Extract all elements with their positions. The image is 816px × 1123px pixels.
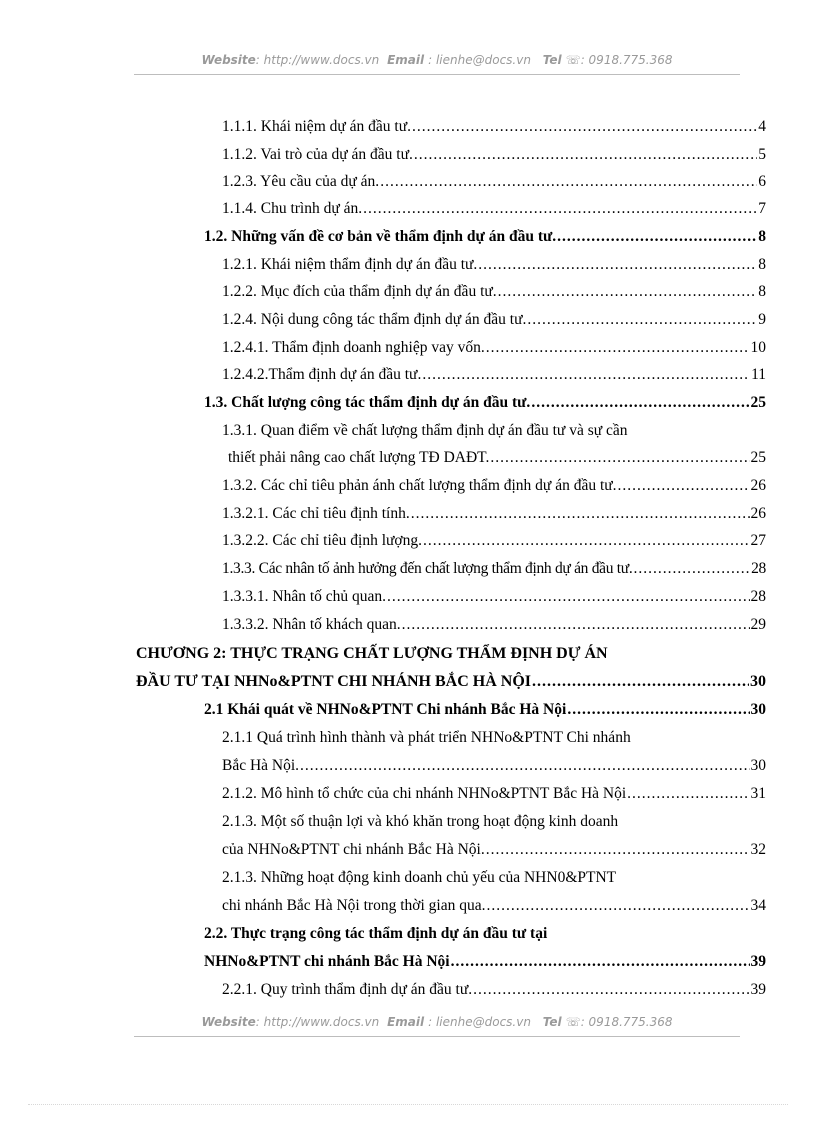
dot-leader — [567, 701, 749, 719]
dot-leader — [414, 146, 757, 164]
toc-entry[interactable] — [222, 283, 766, 301]
dot-leader — [557, 228, 757, 246]
toc-entry-title[interactable]: 2.1.1 Quá trình hình thành và phát triển NHNo&PTNT Chi nhánh — [222, 729, 631, 746]
toc-entry-page: 30 — [750, 673, 766, 690]
toc-entry-title: 1.3.2.2. Các chỉ tiêu định lượng. — [222, 532, 422, 549]
toc-entry[interactable] — [222, 532, 766, 550]
toc-entry-page: 25 — [750, 394, 766, 411]
footer-rule — [134, 1036, 740, 1037]
toc-entry-page: 5 — [758, 146, 766, 163]
dot-leader — [486, 841, 750, 859]
phone-icon: ☏ — [565, 1015, 581, 1029]
toc-entry-page: 10 — [750, 339, 766, 356]
toc-entry[interactable] — [222, 200, 766, 218]
toc-entry-page: 30 — [750, 757, 766, 774]
toc-entry-page: 26 — [750, 477, 766, 494]
toc-entry-page: 31 — [750, 785, 766, 802]
dot-leader — [380, 173, 757, 191]
toc-entry-title: thiết phải nâng cao chất lượng TĐ DAĐT. — [228, 449, 490, 466]
email-value[interactable]: : lienhe@docs.vn — [428, 1015, 531, 1029]
dot-leader — [402, 616, 750, 634]
toc-entry-title: 1.2.4.1. Thẩm định doanh nghiệp vay vốn. — [222, 339, 485, 356]
dot-leader — [618, 477, 750, 495]
toc-entry-title: 1.2.3. Yêu cầu của dự án. — [222, 173, 380, 190]
toc-entry[interactable] — [222, 118, 766, 136]
toc-entry-title: 1.2.4.2.Thẩm định dự án đầu tư. — [222, 366, 422, 383]
toc-entry[interactable] — [222, 505, 766, 523]
toc-entry-title: 1.3. Chất lượng công tác thẩm định dự án đầu tư. — [204, 394, 531, 411]
dot-leader — [387, 588, 749, 606]
toc-entry-page: 32 — [750, 841, 766, 858]
toc-entry[interactable] — [222, 616, 766, 634]
tel-value: : 0918.775.368 — [580, 53, 673, 67]
toc-entry-page: 28 — [750, 588, 766, 605]
dot-leader — [627, 785, 749, 803]
toc-entry-page: 8 — [758, 283, 766, 300]
toc-entry-title: 1.3.3.2. Nhân tố khách quan. — [222, 616, 401, 633]
toc-entry-title: 2.2.1. Quy trình thẩm định dự án đầu tư. — [222, 981, 473, 998]
toc-section-title[interactable]: 2.2. Thực trạng công tác thẩm định dự án đầu tư tại — [204, 925, 548, 942]
toc-entry-title: NHNo&PTNT chi nhánh Bắc Hà Nội — [204, 953, 450, 970]
toc-entry-page: 7 — [758, 200, 766, 217]
dot-leader — [422, 366, 750, 384]
toc-entry-title: 1.3.3.1. Nhân tố chủ quan. — [222, 588, 387, 605]
toc-entry[interactable] — [222, 588, 766, 606]
toc-entry-title: 1.2.2. Mục đích của thẩm định dự án đầu tư. — [222, 283, 497, 300]
toc-entry-page: 34 — [750, 897, 766, 914]
toc-entry-page: 11 — [751, 366, 766, 383]
email-label: Email — [387, 53, 425, 67]
toc-entry-title: 1.3.2. Các chỉ tiêu phản ánh chất lượng thẩm định dự án đầu tư. — [222, 477, 617, 494]
toc-entry[interactable] — [222, 146, 766, 164]
toc-entry-title: 1.2.4. Nội dung công tác thẩm định dự án đầu tư. — [222, 311, 527, 328]
dot-leader — [527, 311, 757, 329]
toc-entry[interactable] — [222, 841, 766, 859]
toc-entry[interactable] — [222, 477, 766, 495]
header-rule — [134, 74, 740, 75]
website-url[interactable]: : http://www.docs.vn — [255, 1015, 380, 1029]
dot-leader — [363, 200, 757, 218]
toc-entry-title: 1.1.1. Khái niệm dự án đầu tư. — [222, 118, 411, 135]
dot-leader — [423, 532, 750, 550]
dot-leader — [633, 560, 750, 578]
website-url[interactable]: : http://www.docs.vn — [255, 53, 380, 67]
toc-entry[interactable] — [222, 173, 766, 191]
toc-entry-title: 1.1.2. Vai trò của dự án đầu tư. — [222, 146, 413, 163]
toc-section[interactable] — [204, 701, 766, 719]
dot-leader — [531, 394, 749, 412]
toc-entry-title: của NHNo&PTNT chi nhánh Bắc Hà Nội. — [222, 841, 485, 858]
toc-section[interactable] — [204, 228, 766, 246]
dot-leader — [486, 897, 749, 915]
dot-leader — [486, 339, 750, 357]
tel-value: : 0918.775.368 — [580, 1015, 673, 1029]
toc-entry[interactable] — [222, 560, 766, 578]
toc-entry[interactable] — [222, 339, 766, 357]
dot-leader — [532, 673, 749, 691]
dot-leader — [300, 757, 749, 775]
dot-leader — [412, 118, 757, 136]
toc-chapter[interactable] — [136, 673, 766, 691]
toc-entry-page: 28 — [751, 560, 766, 577]
toc-entry[interactable] — [228, 449, 766, 467]
toc-entry[interactable] — [222, 785, 766, 803]
toc-entry-title: Bắc Hà Nội. — [222, 757, 300, 774]
toc-entry-title: 1.1.4. Chu trình dự án. — [222, 200, 363, 217]
toc-entry[interactable] — [222, 311, 766, 329]
website-label: Website — [201, 1015, 256, 1029]
tel-label: Tel — [542, 1015, 562, 1029]
chapter-title[interactable]: CHƯƠNG 2: THỰC TRẠNG CHẤT LƯỢNG THẨM ĐỊNH DỰ ÁN — [136, 645, 608, 662]
page-footer — [134, 1015, 740, 1029]
toc-entry-title: 1.3.3. Các nhân tố ảnh hưởng đến chất lượng thẩm định dự án đầu tư. — [222, 560, 633, 577]
toc-entry-page: 8 — [758, 228, 766, 245]
page-bottom-border — [28, 1104, 788, 1105]
toc-entry-page: 27 — [750, 532, 766, 549]
toc-section[interactable] — [204, 953, 766, 971]
toc-entry-title: 1.2.1. Khái niệm thẩm định dự án đầu tư. — [222, 256, 478, 273]
dot-leader — [411, 505, 750, 523]
dot-leader — [478, 256, 757, 274]
toc-entry-page: 30 — [750, 701, 766, 718]
toc-entry-title[interactable]: 1.3.1. Quan điểm về chất lượng thẩm định dự án đầu tư và sự cần — [222, 422, 628, 439]
phone-icon: ☏ — [565, 53, 581, 67]
toc-section[interactable] — [204, 394, 766, 412]
dot-leader — [451, 953, 750, 971]
toc-entry[interactable] — [222, 897, 766, 915]
dot-leader — [473, 981, 749, 999]
toc-entry-title: 2.1.2. Mô hình tổ chức của chi nhánh NHNo&PTNT Bắc Hà Nội — [222, 785, 627, 802]
dot-leader — [498, 283, 758, 301]
toc-entry-page: 39 — [750, 953, 766, 970]
email-value[interactable]: : lienhe@docs.vn — [428, 53, 531, 67]
toc-entry-page: 9 — [758, 311, 766, 328]
toc-entry-page: 26 — [750, 505, 766, 522]
toc-entry-page: 39 — [750, 981, 766, 998]
toc-entry-title[interactable]: 2.1.3. Một số thuận lợi và khó khăn trong hoạt động kinh doanh — [222, 813, 619, 830]
page-header — [134, 53, 740, 67]
toc-entry-title[interactable]: 2.1.3. Những hoạt động kinh doanh chủ yếu của NHN0&PTNT — [222, 869, 617, 886]
toc-entry-title: 1.3.2.1. Các chỉ tiêu định tính. — [222, 505, 410, 522]
toc-entry-title: ĐẦU TƯ TẠI NHNo&PTNT CHI NHÁNH BẮC HÀ NỘI — [136, 673, 531, 690]
toc-entry-page: 25 — [750, 449, 766, 466]
dot-leader — [490, 449, 749, 467]
tel-label: Tel — [542, 53, 562, 67]
toc-entry-title: 2.1 Khái quát về NHNo&PTNT Chi nhánh Bắc Hà Nội — [204, 701, 567, 718]
toc-entry[interactable] — [222, 366, 766, 384]
toc-entry[interactable] — [222, 256, 766, 274]
toc-entry[interactable] — [222, 757, 766, 775]
toc-entry-page: 6 — [758, 173, 766, 190]
toc-entry-page: 29 — [750, 616, 766, 633]
toc-entry-title: chi nhánh Bắc Hà Nội trong thời gian qua. — [222, 897, 486, 914]
toc-entry-page: 8 — [758, 256, 766, 273]
toc-entry-page: 4 — [758, 118, 766, 135]
toc-entry-title: 1.2. Những vấn đề cơ bản về thẩm định dự án đầu tư. — [204, 228, 557, 245]
toc-entry[interactable] — [222, 981, 766, 999]
email-label: Email — [387, 1015, 425, 1029]
website-label: Website — [201, 53, 256, 67]
